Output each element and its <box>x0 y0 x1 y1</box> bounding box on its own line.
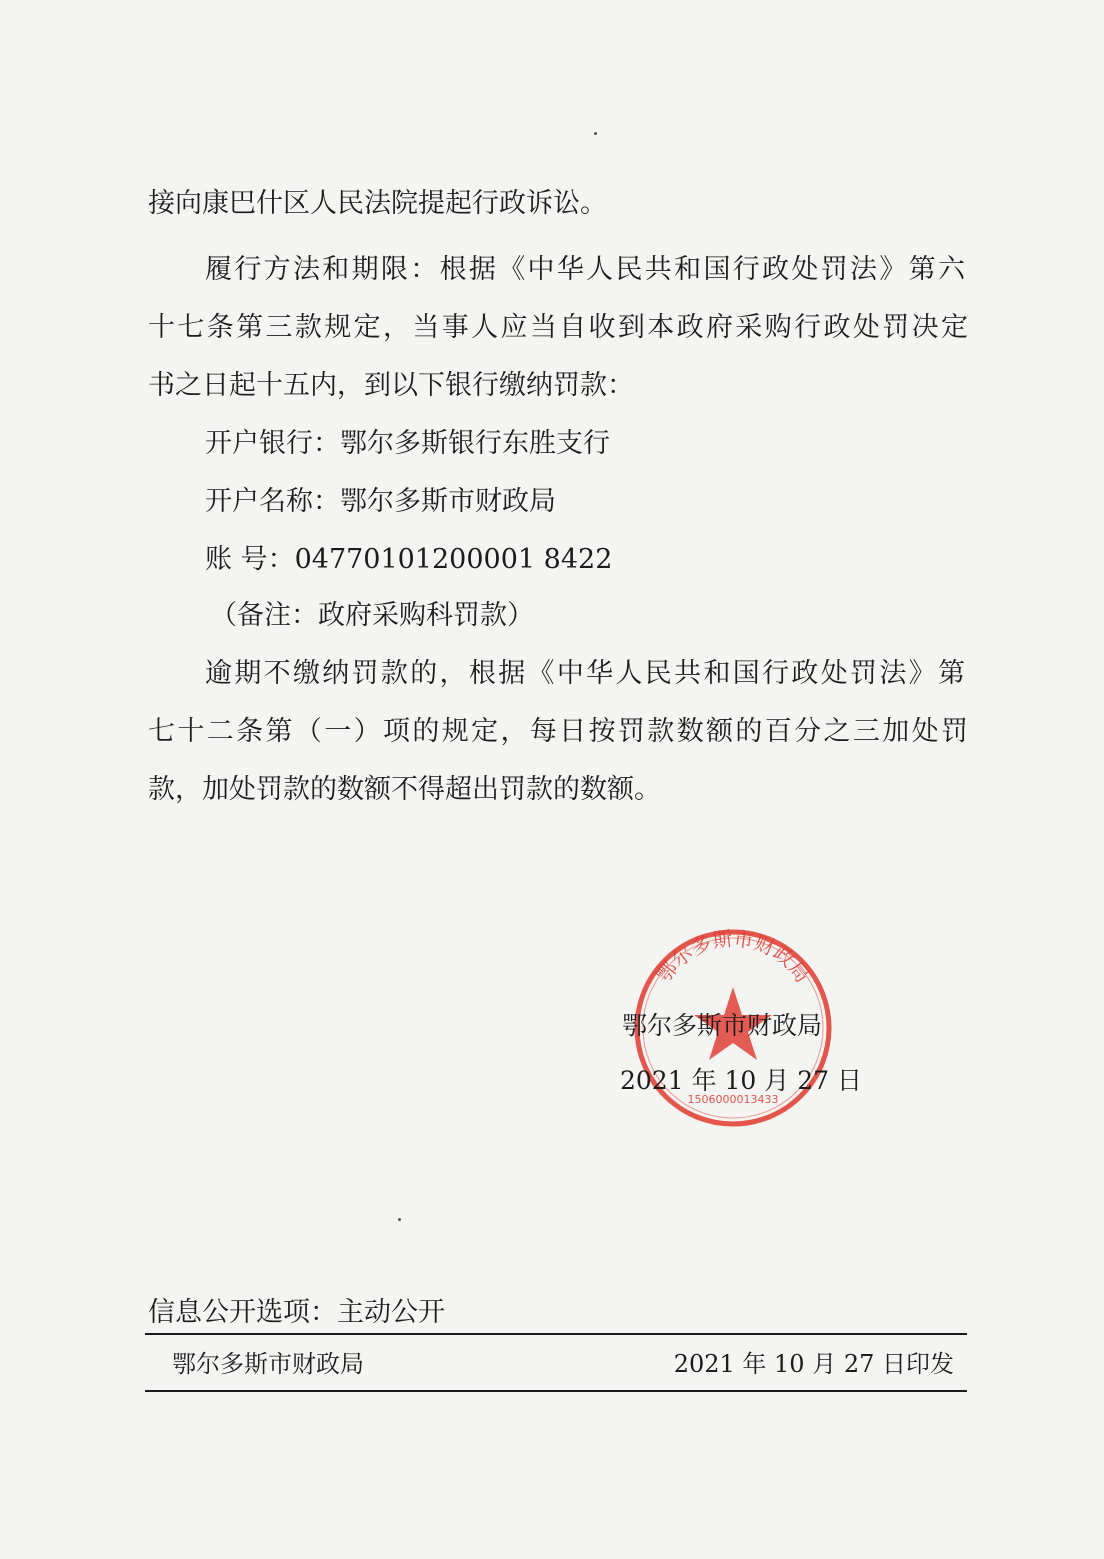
svg-text:鄂尔多斯市财政局 <box>651 926 815 987</box>
footer-bottom-rule <box>145 1390 967 1392</box>
text-line: 履行方法和期限：根据《中华人民共和国行政处罚法》第六 <box>205 254 965 285</box>
account-number-line: 账 号：04770101200001 8422 <box>205 544 613 575</box>
footer-issue-date: 2021 年 10 月 27 日印发 <box>673 1350 954 1378</box>
text-line: 书之日起十五内，到以下银行缴纳罚款： <box>148 370 634 401</box>
disclosure-option: 信息公开选项：主动公开 <box>148 1297 445 1328</box>
bank-line: 开户银行：鄂尔多斯银行东胜支行 <box>205 428 610 459</box>
scan-speck <box>594 132 597 135</box>
scan-speck <box>398 1218 401 1221</box>
signature-date: 2021 年 10 月 27 日 <box>620 1066 862 1095</box>
text-line: 逾期不缴纳罚款的，根据《中华人民共和国行政处罚法》第 <box>205 658 965 689</box>
signature-org: 鄂尔多斯市财政局 <box>622 1011 823 1040</box>
footer-top-rule <box>145 1333 967 1335</box>
footer-issuer: 鄂尔多斯市财政局 <box>172 1350 364 1378</box>
account-name-line: 开户名称：鄂尔多斯市财政局 <box>205 486 556 517</box>
seal-text: 鄂尔多斯市财政局 <box>651 926 815 987</box>
text-line: 七十二条第（一）项的规定，每日按罚款数额的百分之三加处罚 <box>148 716 968 747</box>
seal-code: 1506000013433 <box>687 1093 779 1106</box>
note-line: （备注：政府采购科罚款） <box>210 600 534 631</box>
text-line: 接向康巴什区人民法院提起行政诉讼。 <box>148 188 607 219</box>
text-line: 十七条第三款规定，当事人应当自收到本政府采购行政处罚决定 <box>148 312 968 343</box>
text-line: 款，加处罚款的数额不得超出罚款的数额。 <box>148 774 661 805</box>
